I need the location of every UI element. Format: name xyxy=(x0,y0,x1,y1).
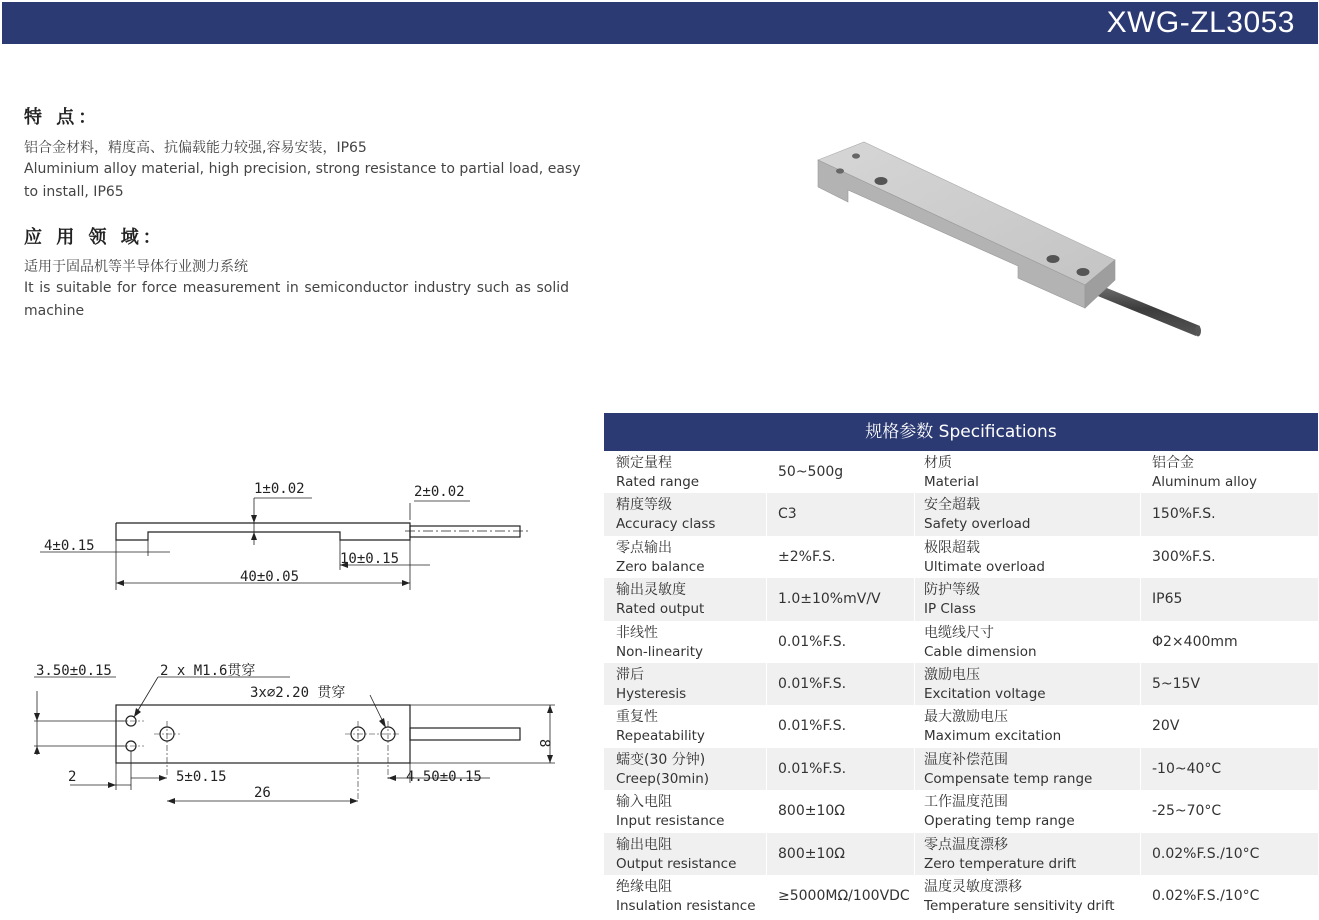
spec-label-left-zh: 重复性 xyxy=(616,709,658,726)
features-en-line2: to install, IP65 xyxy=(24,184,124,200)
dim-first-hole: 5±0.15 xyxy=(176,769,227,785)
spec-label-left xyxy=(616,875,756,920)
spec-value-right: 0.02%F.S./10°C xyxy=(1152,845,1260,862)
spec-value-left: 800±10Ω xyxy=(778,845,845,862)
spec-label-right-en: Excitation voltage xyxy=(924,685,1046,702)
column-divider xyxy=(914,833,915,875)
column-divider xyxy=(766,663,767,705)
spec-row xyxy=(604,748,1318,790)
spec-label-right-en: IP Class xyxy=(924,601,976,618)
spec-label-left xyxy=(616,621,703,666)
spec-value-left: 0.01%F.S. xyxy=(778,633,847,650)
spec-label-right-zh: 最大激励电压 xyxy=(924,709,1008,726)
spec-value-right: 300%F.S. xyxy=(1152,548,1216,565)
dim-cable-offset: 2±0.02 xyxy=(414,484,465,500)
spec-label-right xyxy=(924,621,1037,666)
spec-value-left: C3 xyxy=(778,506,797,523)
column-divider xyxy=(1140,663,1141,705)
spec-label-right xyxy=(924,578,980,623)
spec-label-left-zh: 蠕变(30 分钟) xyxy=(616,751,706,768)
spec-label-left-en: Accuracy class xyxy=(616,516,716,533)
spec-label-right xyxy=(924,875,1115,920)
column-divider xyxy=(914,705,915,747)
column-divider xyxy=(1140,790,1141,832)
spec-row xyxy=(604,705,1318,747)
spec-row xyxy=(604,790,1318,832)
spec-table xyxy=(604,451,1318,917)
spec-label-right-zh: 温度灵敏度漂移 xyxy=(924,878,1022,895)
spec-value-right: 20V xyxy=(1152,718,1180,735)
spec-label-left xyxy=(616,705,705,750)
column-divider xyxy=(1140,578,1141,620)
spec-label-left-zh: 精度等级 xyxy=(616,497,672,514)
spec-label-left-en: Rated range xyxy=(616,474,700,490)
spec-value-right: Φ2×400mm xyxy=(1152,633,1238,650)
spec-label-right-zh: 工作温度范围 xyxy=(924,794,1008,811)
column-divider xyxy=(766,705,767,747)
column-divider xyxy=(766,451,767,493)
spec-label-right xyxy=(924,705,1061,750)
spec-label-left xyxy=(616,790,724,835)
dim-edge: 2 xyxy=(68,769,77,785)
spec-label-right-zh: 零点温度漂移 xyxy=(924,836,1008,853)
spec-label-right-en: Operating temp range xyxy=(924,813,1075,830)
spec-label-left-zh: 非线性 xyxy=(616,624,658,641)
spec-value-right: -25~70°C xyxy=(1152,803,1222,820)
spec-label-right xyxy=(924,833,1076,878)
spec-row xyxy=(604,663,1318,705)
spec-row xyxy=(604,493,1318,535)
spec-value-left: ≥5000MΩ/100VDC xyxy=(778,887,910,904)
spec-label-left-zh: 输入电阻 xyxy=(616,794,672,811)
thread-note: 2 x M1.6贯穿 xyxy=(160,663,256,679)
spec-label-left-zh: 额定量程 xyxy=(616,455,672,471)
column-divider xyxy=(1140,621,1141,663)
column-divider xyxy=(766,748,767,790)
application-en-line2: machine xyxy=(24,303,85,319)
spec-header: 规格参数 Specifications xyxy=(604,413,1318,451)
column-divider xyxy=(766,493,767,535)
spec-label-right xyxy=(924,748,1092,793)
hole-note: 3x∅2.20 贯穿 xyxy=(250,685,346,701)
spec-label-right xyxy=(924,663,1046,708)
spec-value-right-en: Aluminum alloy xyxy=(1152,474,1258,490)
spec-label-left-zh: 输出灵敏度 xyxy=(616,582,686,599)
spec-row xyxy=(604,621,1318,663)
spec-label-left xyxy=(616,578,704,623)
spec-label-right-zh: 温度补偿范围 xyxy=(924,751,1008,768)
column-divider xyxy=(914,621,915,663)
spec-value-right: -10~40°C xyxy=(1152,760,1222,777)
spec-label-right-zh: 材质 xyxy=(924,455,952,471)
features-en-line1: Aluminium alloy material, high precision, strong resistance to partial load, easy xyxy=(24,161,581,177)
dim-height: 8 xyxy=(536,739,552,748)
spec-label-left xyxy=(616,663,686,708)
column-divider xyxy=(1140,536,1141,578)
column-divider xyxy=(1140,493,1141,535)
spec-label-right xyxy=(924,536,1045,581)
column-divider xyxy=(914,875,915,917)
dim-end-hole: 4.50±0.15 xyxy=(406,769,482,785)
spec-label-right-zh: 电缆线尺寸 xyxy=(924,624,994,641)
spec-label-right-en: Zero temperature drift xyxy=(924,855,1077,872)
spec-value-left: 1.0±10%mV/V xyxy=(778,591,881,608)
spec-label-right xyxy=(924,493,1030,538)
application-zh: 适用于固品机等半导体行业测力系统 xyxy=(24,259,248,275)
column-divider xyxy=(1140,451,1141,493)
features-zh: 铝合金材料，精度高、抗偏载能力较强,容易安装，IP65 xyxy=(24,140,367,156)
spec-value-right: 0.02%F.S./10°C xyxy=(1152,887,1260,904)
product-image xyxy=(790,120,1220,360)
spec-value-left: 800±10Ω xyxy=(778,803,845,820)
spec-label-right-en: Temperature sensitivity drift xyxy=(924,897,1115,914)
spec-label-right xyxy=(924,790,1075,835)
spec-label-right-en: Safety overload xyxy=(924,516,1031,533)
column-divider xyxy=(1140,875,1141,917)
spec-label-left-en: Repeatability xyxy=(616,728,705,745)
spec-value-left: 0.01%F.S. xyxy=(778,718,847,735)
model-title: XWG-ZL3053 xyxy=(1106,6,1295,39)
column-divider xyxy=(914,451,915,493)
spec-label-left xyxy=(616,536,705,581)
spec-value-left: 50~500g xyxy=(778,464,844,480)
spec-label-right-zh: 激励电压 xyxy=(924,666,980,683)
column-divider xyxy=(766,536,767,578)
side-view-drawing xyxy=(30,470,550,600)
spec-label-left-zh: 绝缘电阻 xyxy=(616,878,672,895)
spec-label-right-en: Maximum excitation xyxy=(924,728,1062,745)
spec-label-left-en: Insulation resistance xyxy=(616,897,756,914)
column-divider xyxy=(914,536,915,578)
dim-top-thickness: 1±0.02 xyxy=(254,481,305,497)
spec-row xyxy=(604,833,1318,875)
column-divider xyxy=(766,578,767,620)
spec-label-left-en: Non-linearity xyxy=(616,643,704,660)
spec-label-left-en: Creep(30min) xyxy=(616,770,710,787)
spec-label-right-zh: 安全超载 xyxy=(924,497,980,514)
spec-label-right xyxy=(924,451,979,496)
spec-label-left xyxy=(616,451,699,496)
spec-label-right-en: Ultimate overload xyxy=(924,558,1045,575)
spec-label-right-en: Compensate temp range xyxy=(924,770,1093,787)
dim-total-length: 40±0.05 xyxy=(240,569,300,585)
column-divider xyxy=(914,578,915,620)
column-divider xyxy=(766,833,767,875)
spec-label-right-zh: 防护等级 xyxy=(924,582,980,599)
spec-value-right xyxy=(1152,451,1257,496)
spec-value-right: 5~15V xyxy=(1152,675,1201,692)
spec-label-right-en: Material xyxy=(924,474,979,490)
dim-inner-step: 10±0.15 xyxy=(340,551,400,567)
spec-value-right: IP65 xyxy=(1152,591,1183,608)
column-divider xyxy=(1140,705,1141,747)
column-divider xyxy=(1140,833,1141,875)
spec-value-left: ±2%F.S. xyxy=(778,548,836,565)
spec-value-left: 0.01%F.S. xyxy=(778,675,847,692)
spec-label-left xyxy=(616,493,715,538)
spec-value-right-zh: 铝合金 xyxy=(1152,455,1194,471)
spec-row xyxy=(604,536,1318,578)
spec-label-left-en: Zero balance xyxy=(616,558,705,575)
spec-row xyxy=(604,451,1318,493)
column-divider xyxy=(766,875,767,917)
spec-label-left-en: Output resistance xyxy=(616,855,737,872)
features-title: 特 点： xyxy=(24,107,101,128)
dim-hole-spacing: 26 xyxy=(254,785,271,801)
spec-label-left-en: Hysteresis xyxy=(616,685,687,702)
spec-value-left: 0.01%F.S. xyxy=(778,760,847,777)
application-title: 应 用 领 域： xyxy=(24,227,165,248)
spec-label-right-zh: 极限超载 xyxy=(924,539,980,556)
spec-label-left-en: Input resistance xyxy=(616,813,725,830)
column-divider xyxy=(1140,748,1141,790)
spec-value-right: 150%F.S. xyxy=(1152,506,1216,523)
spec-label-left xyxy=(616,748,709,793)
spec-label-left-zh: 滞后 xyxy=(616,666,644,683)
column-divider xyxy=(914,663,915,705)
dim-hole-offset: 3.50±0.15 xyxy=(36,663,112,679)
column-divider xyxy=(914,790,915,832)
application-en-line1: It is suitable for force measurement in semiconductor industry such as solid xyxy=(24,280,569,296)
column-divider xyxy=(914,493,915,535)
dim-left-height: 4±0.15 xyxy=(44,538,95,554)
spec-row xyxy=(604,578,1318,620)
spec-label-left-zh: 输出电阻 xyxy=(616,836,672,853)
spec-label-left-en: Rated output xyxy=(616,601,705,618)
column-divider xyxy=(766,621,767,663)
spec-label-left xyxy=(616,833,736,878)
top-view-drawing xyxy=(30,655,570,805)
spec-row xyxy=(604,875,1318,917)
spec-label-right-en: Cable dimension xyxy=(924,643,1037,660)
column-divider xyxy=(766,790,767,832)
column-divider xyxy=(914,748,915,790)
spec-label-left-zh: 零点输出 xyxy=(616,539,672,556)
